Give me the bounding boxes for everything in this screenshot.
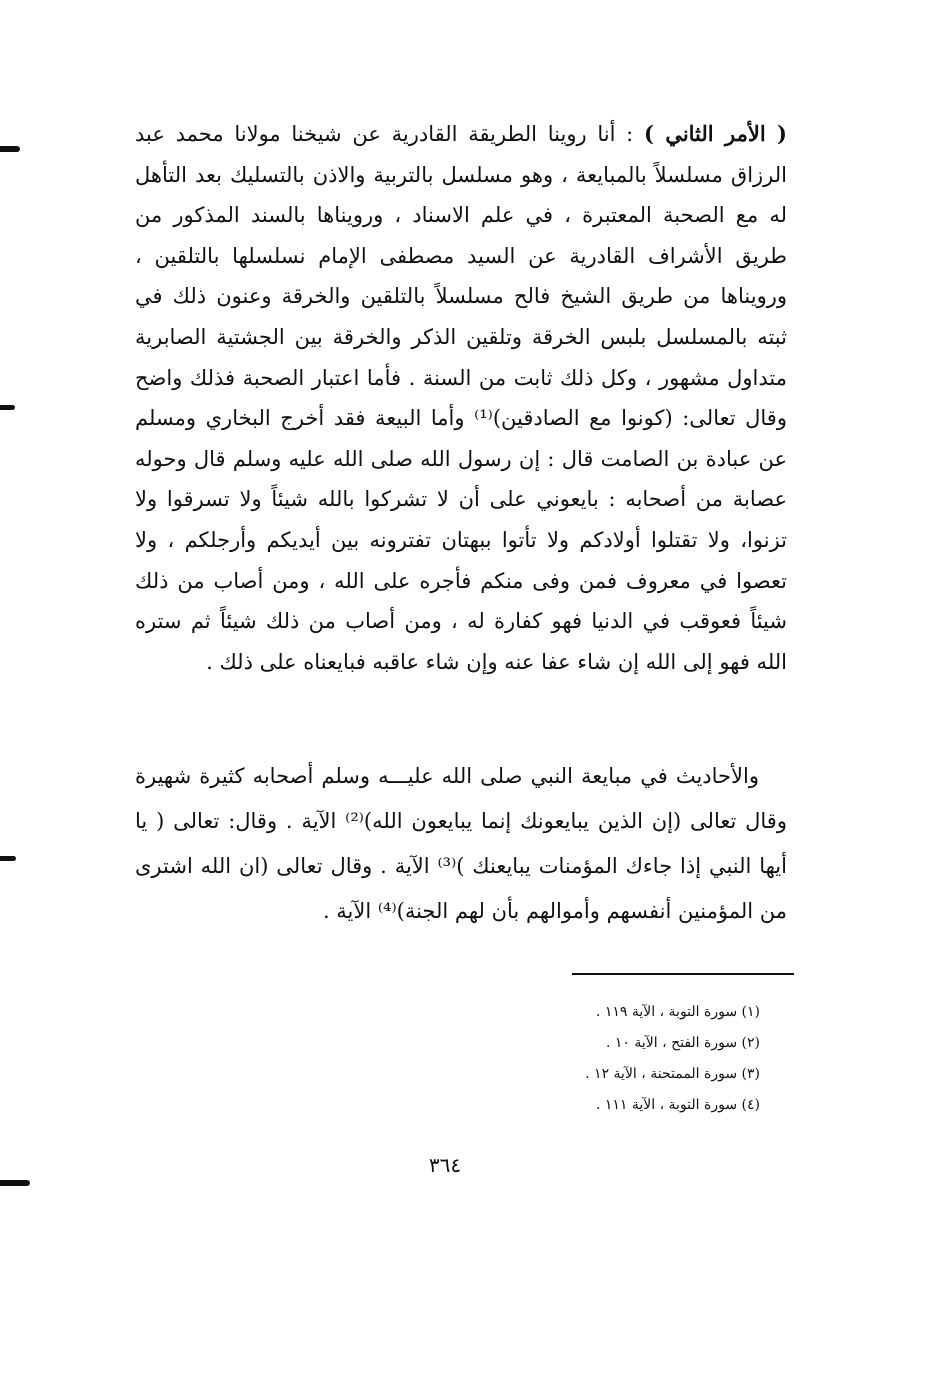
- section-heading: ( الأمر الثاني ): [644, 121, 787, 146]
- page-number: ٣٦٤: [428, 1153, 462, 1177]
- footnote-4: (٤) سورة التوبة ، الآية ١١١ .: [595, 1097, 760, 1113]
- binding-mark: [0, 405, 15, 410]
- second-paragraph: [135, 754, 787, 934]
- footnote-divider: [572, 973, 794, 975]
- main-paragraph: [135, 114, 787, 682]
- footnote-1: (١) سورة التوبة ، الآية ١١٩ .: [595, 1004, 760, 1020]
- binding-mark: [0, 856, 16, 861]
- binding-mark: [0, 146, 20, 152]
- paragraph-body: والأحاديث في مبايعة النبي صلى الله عليـــه وسلم أصحابه كثيرة شهيرة وقال تعالى (إن الذين يبايعونك إنما يبايعون الله)⁽²⁾ الآية . وقال: تعالى ( يا أيها النبي إذا جاءك المؤمنات يبايعنك )⁽³⁾ الآية . وقال تعالى (ان الله اشترى من المؤمنين أنفسهم وأموالهم بأن لهم الجنة)⁽⁴⁾ الآية .: [135, 764, 787, 923]
- footnotes: [460, 997, 760, 1121]
- footnote-3: (٣) سورة الممتحنة ، الآية ١٢ .: [585, 1066, 760, 1082]
- binding-mark: [0, 1180, 30, 1186]
- paragraph-body: : أنا روينا الطريقة القادرية عن شيخنا مولانا محمد عبد الرزاق مسلسلاً بالمبايعة ، وهو مسلسل بالتربية والاذن بالتسليك بعد التأهل له مع الصحبة المعتبرة ، في علم الاسناد ، ورويناها بالسند المذكور من طريق الأشراف القادرية عن السيد مصطفى الإمام نسلسلها بالتلقين ، ورويناها من طريق الشيخ فالح مسلسلاً بالتلقين والخرقة وعنون ذلك في ثبته بالمسلسل بلبس الخرقة وتلقين الذكر والخرقة بين الجشتية الصابرية متداول مشهور ، وكل ذلك ثابت من السنة . فأما اعتبار الصحبة فذلك واضح وقال تعالى: (كونوا مع الصادقين)⁽¹⁾ وأما البيعة فقد أخرج البخاري ومسلم عن عبادة بن الصامت قال : إن رسول الله صلى الله عليه وسلم قال وحوله عصابة من أصحابه : بايعوني على أن لا تشركوا بالله شيئاً ولا تسرقوا ولا تزنوا، ولا تقتلوا أولادكم ولا تأتوا ببهتان تفترونه بين أيديكم وأرجلكم ، ولا تعصوا في معروف فمن وفى منكم فأجره على الله ، ومن أصاب من ذلك شيئاً فعوقب في الدنيا فهو كفارة له ، ومن أصاب من ذلك شيئاً ثم ستره الله فهو إلى الله إن شاء عفا عنه وإن شاء عاقبه فبايعناه على ذلك .: [135, 122, 787, 674]
- footnote-2: (٢) سورة الفتح ، الآية ١٠ .: [605, 1035, 760, 1051]
